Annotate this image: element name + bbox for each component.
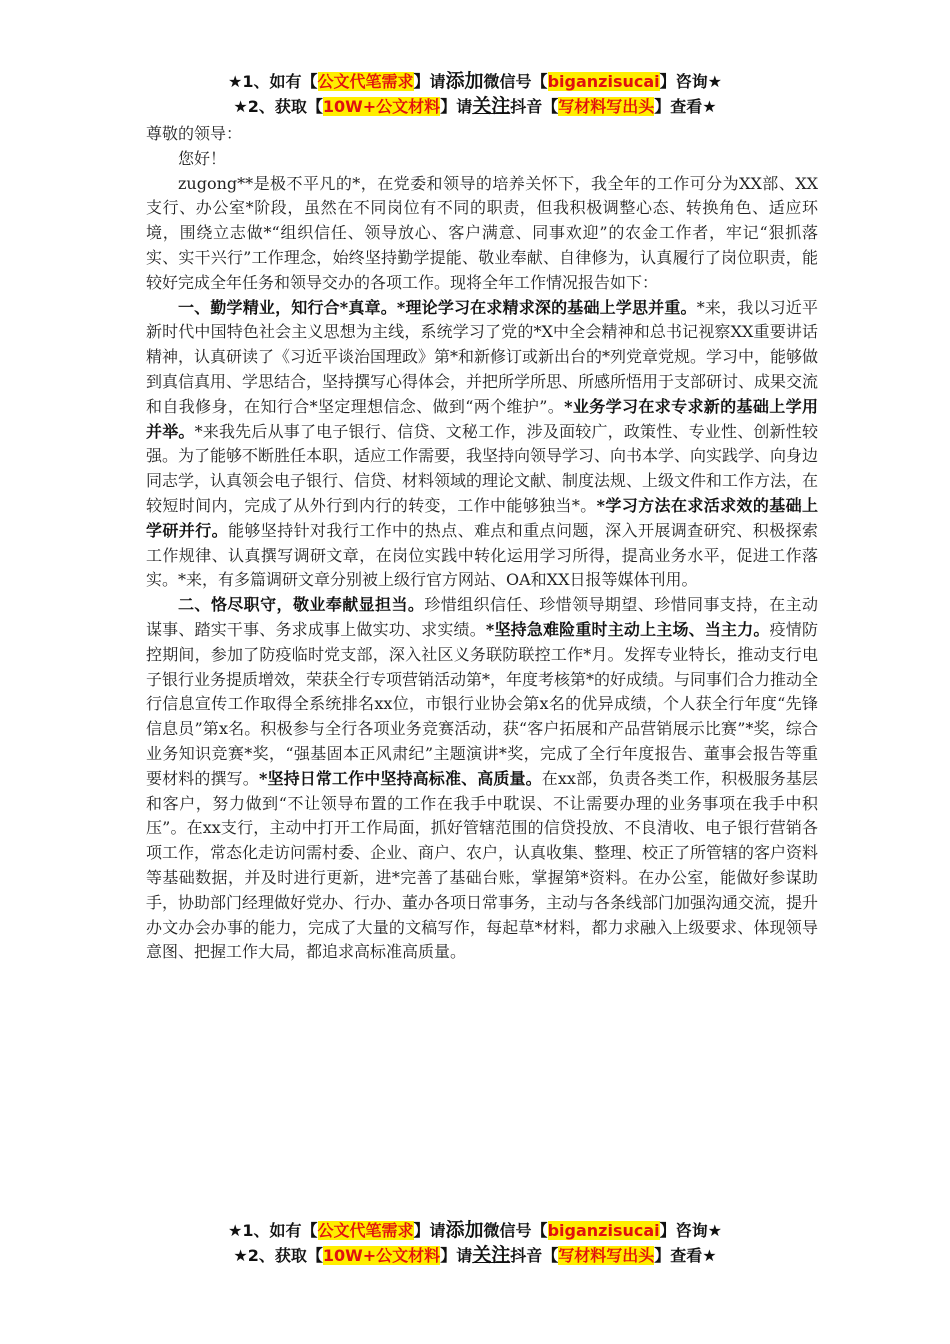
star-mark: ★ — [228, 72, 243, 91]
bottom-banner-line-1: ★1、如有【公文代笔需求】请添加微信号【biganzisucai】咨询★ — [228, 1219, 722, 1241]
top-banner-line-2: ★2、获取【10W+公文材料】请关注抖音【写材料写出头】查看★ — [233, 95, 717, 117]
section-2-sub-2: *坚持日常工作中坚持高标准、高质量。 — [258, 768, 542, 788]
highlight-materials: 10W+公文材料 — [322, 1246, 441, 1265]
highlight-service: 公文代笔需求 — [317, 1221, 414, 1240]
section-1-heading: 一、勤学精业，知行合*真章。 — [178, 297, 397, 317]
star-mark: ★ — [233, 1246, 248, 1265]
highlight-materials: 10W+公文材料 — [322, 97, 441, 116]
star-mark: ★ — [228, 1221, 243, 1240]
salutation: 尊敬的领导： — [146, 124, 243, 143]
greeting: 您好！ — [178, 148, 227, 168]
highlight-douyin: 写材料写出头 — [558, 97, 655, 116]
bottom-banner-line-2: ★2、获取【10W+公文材料】请关注抖音【写材料写出头】查看★ — [233, 1244, 717, 1266]
star-mark: ★ — [233, 97, 248, 116]
section-1-sub-3: *学习方法在求活求效的基础上学研并行。 — [146, 495, 818, 540]
letter-body — [146, 122, 818, 965]
section-2-sub-1: *坚持急难险重时主动上主场、当主力。 — [485, 619, 770, 639]
section-1-paragraph: 一、勤学精业，知行合*真章。*理论学习在求精求深的基础上学思并重。*来，我以习近平新时代中国特色社会主义思想为主线，系统学习了党的*X中全会精神和总书记视察XX重要讲话精神，认真研读了《习近平谈治国理政》第*和新修订或新出台的*列党章党规。学习中，能够做到真信真用、学思结合，坚持撰写心得体会，并把所学所思、所感所悟用于支部研讨、成果交流和自我修身，在知行合*坚定理想信念、做到“两个维护”。*业务学习在求专求新的基础上学用并举。*来我先后从事了电子银行、信贷、文秘工作，涉及面较广，政策性、专业性、创新性较强。为了能够不断胜任本职，适应工作需要，我坚持向领导学习、向书本学、向实践学、向身边同志学，认真领会电子银行、信贷、材料领域的理论文献、制度法规、上级文件和工作方法，在较短时间内，完成了从外行到内行的转变，工作中能够独当*。*学习方法在求活求效的基础上学研并行。能够坚持针对我行工作中的热点、难点和重点问题，深入开展调查研究、积极探索工作规律、认真撰写调研文章，在岗位实践中转化运用学习所得，提高业务水平，促进工作落实。*来，有多篇调研文章分别被上级行官方网站、OA和XX日报等媒体刊用。 — [146, 297, 819, 590]
top-banner-line-1: ★1、如有【公文代笔需求】请添加微信号【biganzisucai】咨询★ — [228, 70, 722, 92]
intro-paragraph: zugong**是极不平凡的*，在党委和领导的培养关怀下，我全年的工作可分为XX部、XX支行、办公室*阶段，虽然在不同岗位有不同的职责，但我积极调整心态、转换角色、适应环境，围绕立志做*“组织信任、领导放心、客户满意、同事欢迎”的农金工作者，牢记“狠抓落实、实干兴行”工作理念，始终坚持勤学提能、敬业奉献、自律修为，认真履行了岗位职责，能较好完成全年任务和领导交办的各项工作。现将全年工作情况报告如下： — [146, 173, 818, 292]
section-1-sub-2: *业务学习在求专求新的基础上学用并举。 — [146, 396, 818, 441]
section-2-heading: 二、恪尽职守，敬业奉献显担当。 — [178, 595, 425, 615]
section-2-paragraph: 二、恪尽职守，敬业奉献显担当。珍惜组织信任、珍惜领导期望、珍惜同事支持，在主动谋事、踏实干事、务求成事上做实功、求实绩。*坚持急难险重时主动上主场、当主力。疫情防控期间，参加了防疫临时党支部，深入社区义务联防联控工作*月。发挥专业特长，推动支行电子银行业务提质增效，荣获全行专项营销活动第*，年度考核第*的好成绩。与同事们合力推动全行信息宣传工作取得全系统排名xx位，市银行业协会第x名的优异成绩，个人获全行年度“先锋信息员”第x名。积极参与全行各项业务竞赛活动，获“客户拓展和产品营销展示比赛”*奖，综合业务知识竞赛*奖，“强基固本正风肃纪”主题演讲*奖，完成了全行年度报告、董事会报告等重要材料的撰写。*坚持日常工作中坚持高标准、高质量。在xx部，负责各类工作，积极服务基层和客户，努力做到“不让领导布置的工作在我手中耽误、不让需要办理的业务事项在我手中积压”。在xx支行，主动中打开工作局面，抓好管辖范围的信贷投放、不良清收、电子银行营销各项工作，常态化走访问需村委、企业、商户、农户，认真收集、整理、校正了所管辖的客户资料等基础数据，并及时进行更新，进*完善了基础台账，掌握第*资料。在办公室，能做好参谋助手，协助部门经理做好党办、行办、董办各项日常事务，主动与各条线部门加强沟通交流，提升办文办会办事的能力，完成了大量的文稿写作，每起草*材料，都力求融入上级要求、体现领导意图、把握工作大局，都追求高标准高质量。 — [146, 595, 819, 962]
highlight-wechat-id: biganzisucai — [547, 72, 660, 91]
highlight-wechat-id: biganzisucai — [547, 1221, 660, 1240]
section-1-sub-1: *理论学习在求精求深的基础上学思并重。 — [396, 297, 697, 317]
highlight-service: 公文代笔需求 — [317, 72, 414, 91]
highlight-douyin: 写材料写出头 — [558, 1246, 655, 1265]
